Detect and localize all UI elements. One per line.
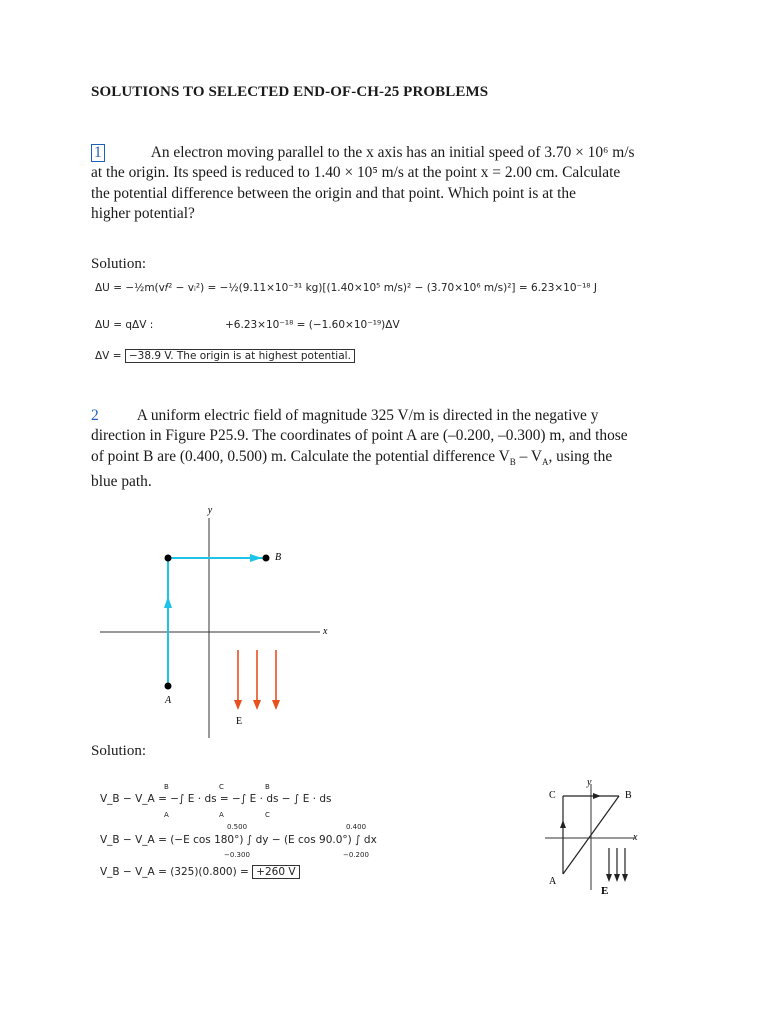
problem-1-line-4: higher potential? <box>91 204 195 222</box>
point-a <box>165 683 172 690</box>
small-a-label: A <box>549 876 557 887</box>
eq2-limit-top-1: 0.500 <box>227 823 248 831</box>
eq2-limit-bot-1: −0.300 <box>224 851 250 859</box>
problem-1-equation-1: ΔU = −½m(v𝑓² − vᵢ²) = −½(9.11×10⁻³¹ kg)[(1.40×10⁵ m/s)² − (3.70×10⁶ m/s)²] = 6.23×10⁻¹⁸ J <box>95 282 597 294</box>
problem-1-equation-2-right: +6.23×10⁻¹⁸ = (−1.60×10⁻¹⁹)ΔV <box>225 319 400 331</box>
problem-2-equation-2: V_B − V_A = (−E cos 180°) ∫ dy − (E cos 90.0°) ∫ dx <box>100 834 377 846</box>
blue-path-right-arrow <box>250 554 262 562</box>
problem-2-line-4: blue path. <box>91 472 152 490</box>
small-path-figure <box>535 778 650 898</box>
small-c-label: C <box>549 790 556 801</box>
eq1-limit-bot-2: A <box>219 811 224 819</box>
problem-2-line-2: direction in Figure P25.9. The coordinates of point A are (–0.200, –0.300) m, and those <box>91 427 628 445</box>
problem-1-equation-2-left: ΔU = qΔV : <box>95 319 154 331</box>
eq1-limit-top-1: B <box>164 783 169 791</box>
small-b-label: B <box>625 790 632 801</box>
point-b-label: B <box>275 552 282 563</box>
eq1-limit-top-2: C <box>219 783 224 791</box>
problem-1-equation-3: ΔV = −38.9 V. The origin is at highest potential. <box>95 350 355 362</box>
page-heading: SOLUTIONS TO SELECTED END-OF-CH-25 PROBLEMS <box>91 84 489 100</box>
small-y-label: y <box>587 778 592 788</box>
eq1-limit-bot-3: C <box>265 811 270 819</box>
electric-field-arrows <box>234 650 280 710</box>
problem-1-solution-label: Solution: <box>91 256 147 272</box>
small-field-arrows <box>606 848 628 882</box>
blue-path-up-arrow <box>164 596 172 608</box>
small-e-label: E <box>601 885 609 897</box>
problem-2-line-1: 2 A uniform electric field of magnitude 325 V/m is directed in the negative y <box>91 407 599 424</box>
point-b <box>263 555 270 562</box>
field-e-label: E <box>235 716 243 727</box>
problem-2-text <box>91 406 681 492</box>
problem-1-line-3: the potential difference between the origin and that point. Which point is at the <box>91 184 576 202</box>
y-axis-label: y <box>207 505 213 516</box>
problem-1-text <box>91 143 681 224</box>
figure-p25-9 <box>95 500 345 745</box>
eq1-limit-top-3: B <box>265 783 270 791</box>
eq2-limit-bot-2: −0.200 <box>343 851 369 859</box>
point-a-label: A <box>164 695 172 706</box>
problem-2-equation-3: V_B − V_A = (325)(0.800) = +260 V <box>100 866 300 878</box>
point-c <box>165 555 172 562</box>
problem-1-answer-box: −38.9 V. The origin is at highest potential. <box>125 349 355 363</box>
eq1-limit-bot-1: A <box>164 811 169 819</box>
x-axis-label: x <box>323 626 328 637</box>
small-x-label: x <box>633 832 638 843</box>
problem-1-number[interactable]: 1 <box>91 144 105 162</box>
problem-1-line-1: 1 An electron moving parallel to the x axis has an initial speed of 3.70 × 10⁶ m/s <box>91 143 681 163</box>
problem-2-equation-1: V_B − V_A = −∫ E · ds = −∫ E · ds − ∫ E · ds <box>100 793 332 805</box>
problem-1-line-2: at the origin. Its speed is reduced to 1.40 × 10⁵ m/s at the point x = 2.00 cm. Calculate <box>91 164 621 182</box>
problem-2-solution-label: Solution: <box>91 743 147 759</box>
problem-2-number[interactable]: 2 <box>91 407 99 424</box>
eq2-limit-top-2: 0.400 <box>346 823 367 831</box>
problem-2-line-3: of point B are (0.400, 0.500) m. Calculate the potential difference $V_B - V_A$, using the <box>91 447 613 467</box>
problem-2-answer-box: +260 V <box>252 865 299 879</box>
